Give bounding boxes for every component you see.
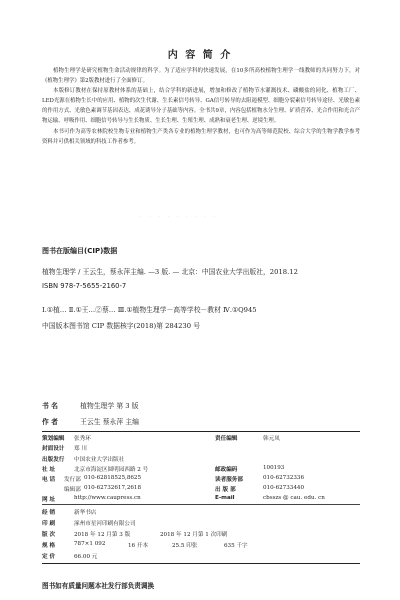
phone-distribution-value: 010-62818525,8625 — [84, 475, 142, 481]
book-author-line — [42, 416, 139, 426]
format-sheets: 25.5 印张 — [172, 543, 198, 549]
specification-label: 规 格 — [42, 543, 56, 549]
responsible-editor-value: 韩元凤 — [263, 436, 280, 442]
edition-value: 2018 年 12 月第 3 版 — [74, 532, 131, 538]
phone-reader-service-label: 读者服务部 — [215, 477, 243, 483]
summary-body — [42, 66, 360, 147]
book-author-label: 作 者 — [42, 418, 58, 426]
cip-heading: 图书在版编目(CIP)数据 — [42, 247, 118, 255]
book-author-value: 王云生 蔡永萍 主编 — [80, 418, 139, 426]
phone-publishing-label: 出 版 部 — [215, 487, 236, 493]
format-kaiben: 16 开本 — [128, 543, 149, 549]
website-value: http://www.caupress.cn — [74, 495, 141, 501]
planning-editor-label: 策划编辑 — [42, 436, 65, 442]
divider-top — [42, 431, 360, 432]
book-title-label: 书 名 — [42, 402, 58, 410]
postcode-label: 邮政编码 — [215, 467, 238, 473]
phone-publishing-value: 010-62733440 — [263, 485, 305, 491]
phone-label: 电 话 — [42, 477, 56, 483]
cip-isbn: ISBN 978-7-5655-2160-7 — [42, 282, 127, 290]
printer-label: 印 刷 — [42, 521, 56, 527]
book-title-line — [42, 400, 139, 410]
summary-paragraph: 植物生理学是研究植物生命活动规律的科学。为了适应学科的快速发展，在10多所高校植物生理学一线教师的共同努力下，对《植物生理学》第2版教材进行了全面修订。 — [42, 68, 360, 85]
scan-speckles: · · · · · · · · · — [140, 214, 219, 220]
planning-editor-value: 张秀环 — [74, 436, 91, 442]
divider-bottom — [42, 563, 360, 564]
cip-record-number: 中国版本图书馆 CIP 数据核字(2018)第 284230 号 — [42, 322, 201, 330]
responsible-editor-label: 责任编辑 — [215, 436, 238, 442]
price-label: 定 价 — [42, 554, 56, 560]
phone-editorial-label: 编辑部 — [64, 487, 81, 493]
cip-main-entry: 植物生理学 / 王云生，蔡永萍主编. —3 版. — 北京：中国农业大学出版社，2018.12 — [42, 268, 298, 276]
format-size: 787×1 092 — [74, 541, 106, 547]
website-label: 网 址 — [42, 497, 56, 503]
email-value: cbsszs @ cau. edu. cn — [263, 495, 325, 501]
edition-label: 版 次 — [42, 532, 56, 538]
address-value: 北京市海淀区圆明园西路 2 号 — [74, 467, 149, 473]
printer-value: 涿州市星河印刷有限公司 — [74, 521, 136, 527]
cover-design-label: 封面设计 — [42, 446, 65, 452]
phone-editorial-value: 010-62732617,2618 — [84, 485, 142, 491]
printing-value: 2018 年 12 月第 1 次印刷 — [160, 532, 228, 538]
book-title-value: 植物生理学 第 3 版 — [80, 402, 139, 410]
divider-middle — [42, 504, 360, 505]
address-label: 社 址 — [42, 467, 56, 473]
price-value: 66.00 元 — [74, 554, 98, 560]
email-label: E-mail — [215, 495, 235, 501]
summary-paragraph: 本书可作为高等农林院校生物专业和植物生产类各专业的植物生理学教材，也可作为高等师范院校、综合大学的生物学教学参考资料并可供相关领域的科技工作者参考。 — [42, 128, 360, 145]
postcode-value: 100193 — [263, 465, 285, 471]
quality-note: 图书如有质量问题本社发行部负责调换 — [42, 582, 155, 590]
publisher-value: 中国农业大学出版社 — [74, 457, 125, 463]
distributor-label: 经 销 — [42, 510, 56, 516]
publisher-label: 出版发行 — [42, 457, 65, 463]
format-word-count: 635 千字 — [224, 543, 248, 549]
phone-distribution-label: 发行部 — [64, 477, 81, 483]
phone-reader-service-value: 010-62732336 — [263, 475, 305, 481]
distributor-value: 新华书店 — [74, 510, 97, 516]
summary-paragraph: 本版修订教材在保持原教材体系的基础上，结合学科的新进展，增加和修改了植物节水灌溉技术、磷酸盐的同化、植物工厂、LED光源在植物生长中的应用、植物的次生代谢、生长素信号转导、GA信号转导的去阻遏模型、细胞分裂素信号转导途径、光敏色素的作用方式、光敏色素调节基因表达、成花诱导分子基础等内容。全书共9章，内容包括植物水分生理、矿质营养、光合作用和光合产物运输、呼吸作用、细胞信号转导与生长物质、生长生理、生殖生理、成熟和衰老生理、逆境生理。 — [42, 88, 360, 125]
summary-title: 内 容 简 介 — [167, 50, 233, 61]
cip-classification: Ⅰ.①植… Ⅱ.①王…②蔡… Ⅲ.①植物生理学－高等学校－教材 Ⅳ.①Q945 — [42, 306, 257, 314]
cover-design-value: 郑 川 — [74, 446, 87, 452]
